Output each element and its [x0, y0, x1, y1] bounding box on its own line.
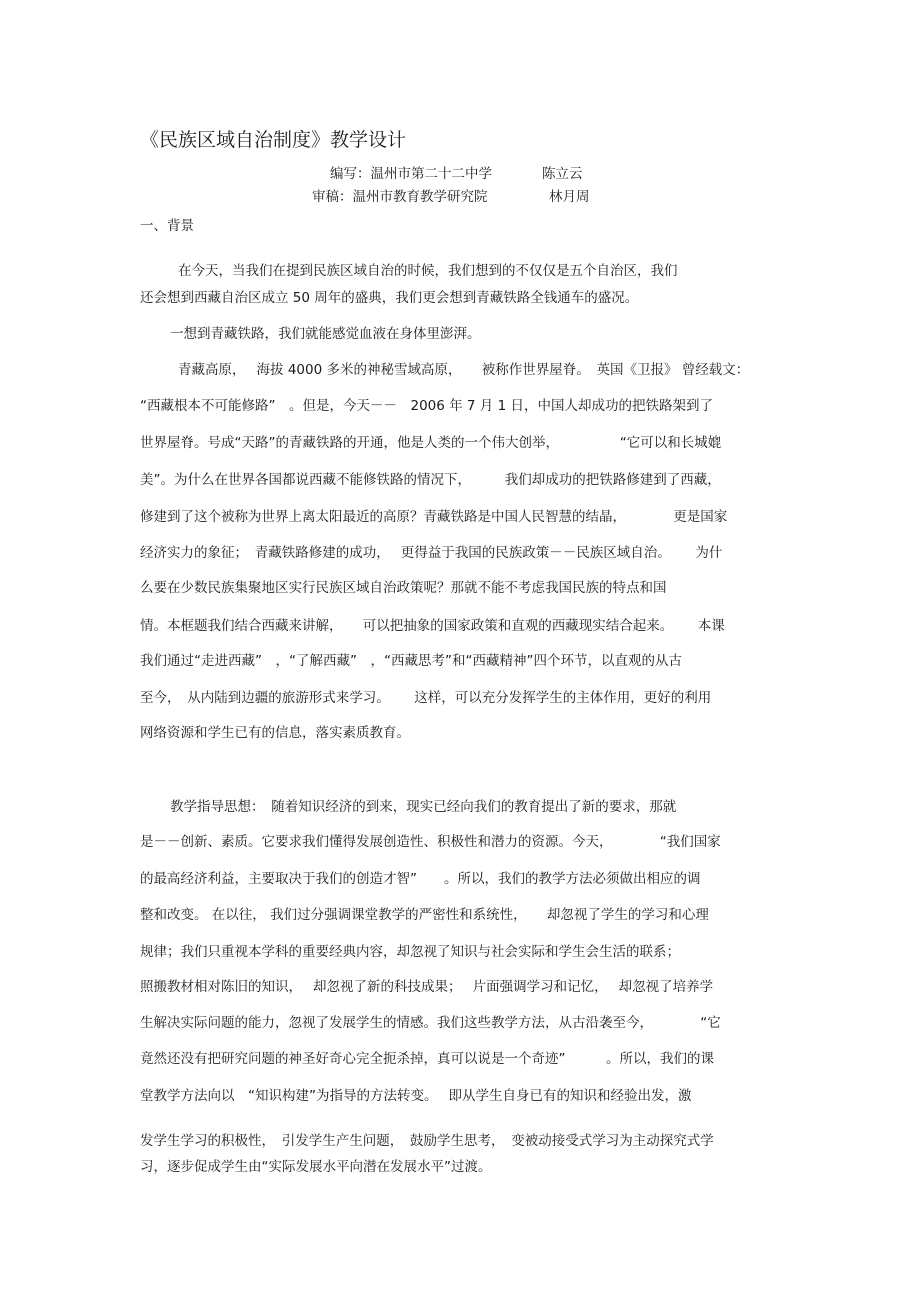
page-title: 《民族区域自治制度》教学设计: [140, 129, 407, 151]
paragraph-line: 至今， 从内陆到边疆的旅游形式来学习。 这样，可以充分发挥学生的主体作用，更好的利用: [140, 690, 712, 706]
paragraph-line: 经济实力的象征； 青藏铁路修建的成功， 更得益于我国的民族政策－－民族区域自治。 为什: [140, 545, 723, 561]
paragraph-line: 整和改变。 在以往， 我们过分强调课堂教学的严密性和系统性， 却忽视了学生的学习和心理: [140, 907, 709, 923]
paragraph-line: 美”。为什么在世界各国都说西藏不能修铁路的情况下， 我们却成功的把铁路修建到了西藏，: [140, 472, 721, 488]
paragraph-line: 在今天，当我们在提到民族区域自治的时候，我们想到的不仅仅是五个自治区，我们: [178, 263, 678, 279]
paragraph-line: 情。本框题我们结合西藏来讲解， 可以把抽象的国家政策和直观的西藏现实结合起来。 本课: [140, 618, 725, 634]
author-line-1-name: 陈立云: [542, 166, 583, 182]
paragraph-line: 么要在少数民族集聚地区实行民族区域自治政策呢？那就不能不考虑我国民族的特点和国: [140, 580, 667, 596]
paragraph-line: 发学生学习的积极性， 引发学生产生问题， 鼓励学生思考， 变被动接受式学习为主动探究式学: [140, 1133, 714, 1149]
paragraph-line: 世界屋脊。号成“天路”的青藏铁路的开通，他是人类的一个伟大创举， “它可以和长城媲: [140, 435, 722, 451]
paragraph-line: 修建到了这个被称为世界上离太阳最近的高原？青藏铁路是中国人民智慧的结晶， 更是国家: [140, 509, 728, 525]
paragraph-line: 我们通过“走进西藏” ，“了解西藏” ，“西藏思考”和“西藏精神”四个环节，以直观的从古: [140, 653, 682, 669]
paragraph-line: 照搬教材相对陈旧的知识， 却忽视了新的科技成果； 片面强调学习和记忆， 却忽视了培养学: [140, 979, 714, 995]
paragraph-line: 堂教学方法向以 “知识构建”为指导的方法转变。 即从学生自身已有的知识和经验出发，激: [140, 1088, 692, 1104]
paragraph-line: 是－－创新、素质。它要求我们懂得发展创造性、积极性和潜力的资源。今天， “我们国家: [140, 834, 721, 850]
paragraph-line: “西藏根本不可能修路” 。但是，今天－－ 2006 年 7 月 1 日，中国人却成功的把铁路架到了: [140, 398, 713, 414]
paragraph-line: 教学指导思想： 随着知识经济的到来，现实已经向我们的教育提出了新的要求，那就: [170, 799, 677, 815]
paragraph-line: 还会想到西藏自治区成立 50 周年的盛典，我们更会想到青藏铁路全钱通车的盛况。: [140, 290, 639, 306]
paragraph-line: 竟然还没有把研究问题的神圣好奇心完全扼杀掉，真可以说是一个奇迹” 。所以，我们的课: [140, 1051, 714, 1067]
author-line-1-label: 编写：温州市第二十二中学: [330, 166, 492, 182]
author-line-2-name: 林月周: [549, 189, 590, 205]
author-line-2-label: 审稿：温州市教育教学研究院: [312, 189, 488, 205]
paragraph-line: 的最高经济利益，主要取决于我们的创造才智” 。所以，我们的教学方法必须做出相应的调: [140, 871, 701, 887]
paragraph-line: 青藏高原， 海拔 4000 多米的神秘雪域高原， 被称作世界屋脊。 英国《卫报》 曾经载文：: [178, 362, 750, 378]
paragraph-line: 习，逐步促成学生由“实际发展水平向潜在发展水平”过渡。: [140, 1159, 492, 1175]
section-heading: 一、背景: [140, 218, 194, 234]
paragraph-line: 生解决实际问题的能力，忽视了发展学生的情感。我们这些教学方法，从古沿袭至今， “它: [140, 1015, 721, 1031]
paragraph-line: 网络资源和学生已有的信息，落实素质教育。: [140, 725, 410, 741]
paragraph-line: 规律；我们只重视本学科的重要经典内容，却忽视了知识与社会实际和学生会生活的联系；: [140, 944, 680, 960]
paragraph-line: 一想到青藏铁路，我们就能感觉血液在身体里澎湃。: [170, 326, 481, 342]
